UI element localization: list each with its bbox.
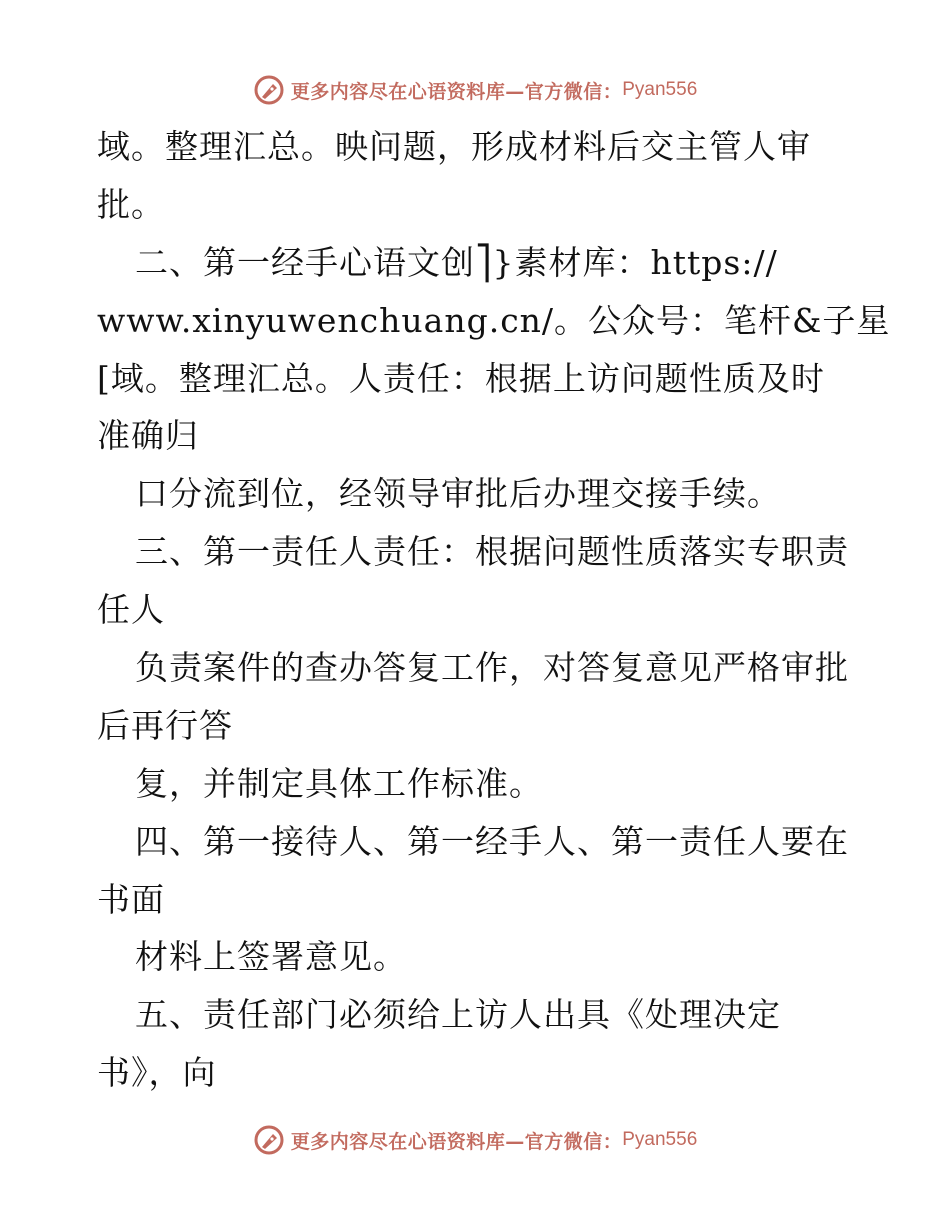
text-line: 口分流到位，经领导审批后办理交接手续。	[135, 474, 781, 514]
text-line: 准确归	[97, 416, 199, 456]
header-banner	[0, 70, 950, 110]
text-line: 二、第一经手心语文创⎤}素材库：https://	[135, 242, 778, 282]
text-line: 批。	[97, 184, 165, 224]
pen-nib-logo-icon	[253, 74, 285, 106]
text-line: 三、第一责任人责任：根据问题性质落实专职责	[135, 532, 849, 572]
text-line: 四、第一接待人、第一经手人、第一责任人要在	[135, 821, 849, 861]
text-line: 任人	[97, 590, 165, 630]
pen-nib-logo-icon	[253, 1124, 285, 1156]
text-line: 书面	[97, 879, 165, 919]
text-line: 域。整理汇总。映问题，形成材料后交主管人审	[97, 127, 811, 166]
text-line: 后再行答	[97, 705, 233, 745]
text-line: 复，并制定具体工作标准。	[135, 763, 543, 803]
header-wechat-id: Pyan556	[622, 79, 698, 100]
text-line: 负责案件的查办答复工作，对答复意见严格审批	[135, 648, 849, 688]
footer-banner	[0, 1120, 950, 1160]
text-line: 材料上签署意见。	[135, 937, 407, 977]
text-line: 书》，向	[97, 1053, 217, 1093]
text-line: 五、责任部门必须给上访人出具《处理决定	[135, 995, 781, 1035]
footer-wechat-id: Pyan556	[622, 1129, 698, 1150]
document-body	[97, 118, 891, 1102]
header-banner-text: 更多内容尽在心语资料库—官方微信：	[290, 80, 623, 103]
text-line: www.xinyuwenchuang.cn/。公众号：笔杆&子星	[97, 300, 891, 340]
footer-banner-text: 更多内容尽在心语资料库—官方微信：	[290, 1130, 623, 1153]
text-line: [域。整理汇总。人责任：根据上访问题性质及时	[97, 358, 825, 398]
